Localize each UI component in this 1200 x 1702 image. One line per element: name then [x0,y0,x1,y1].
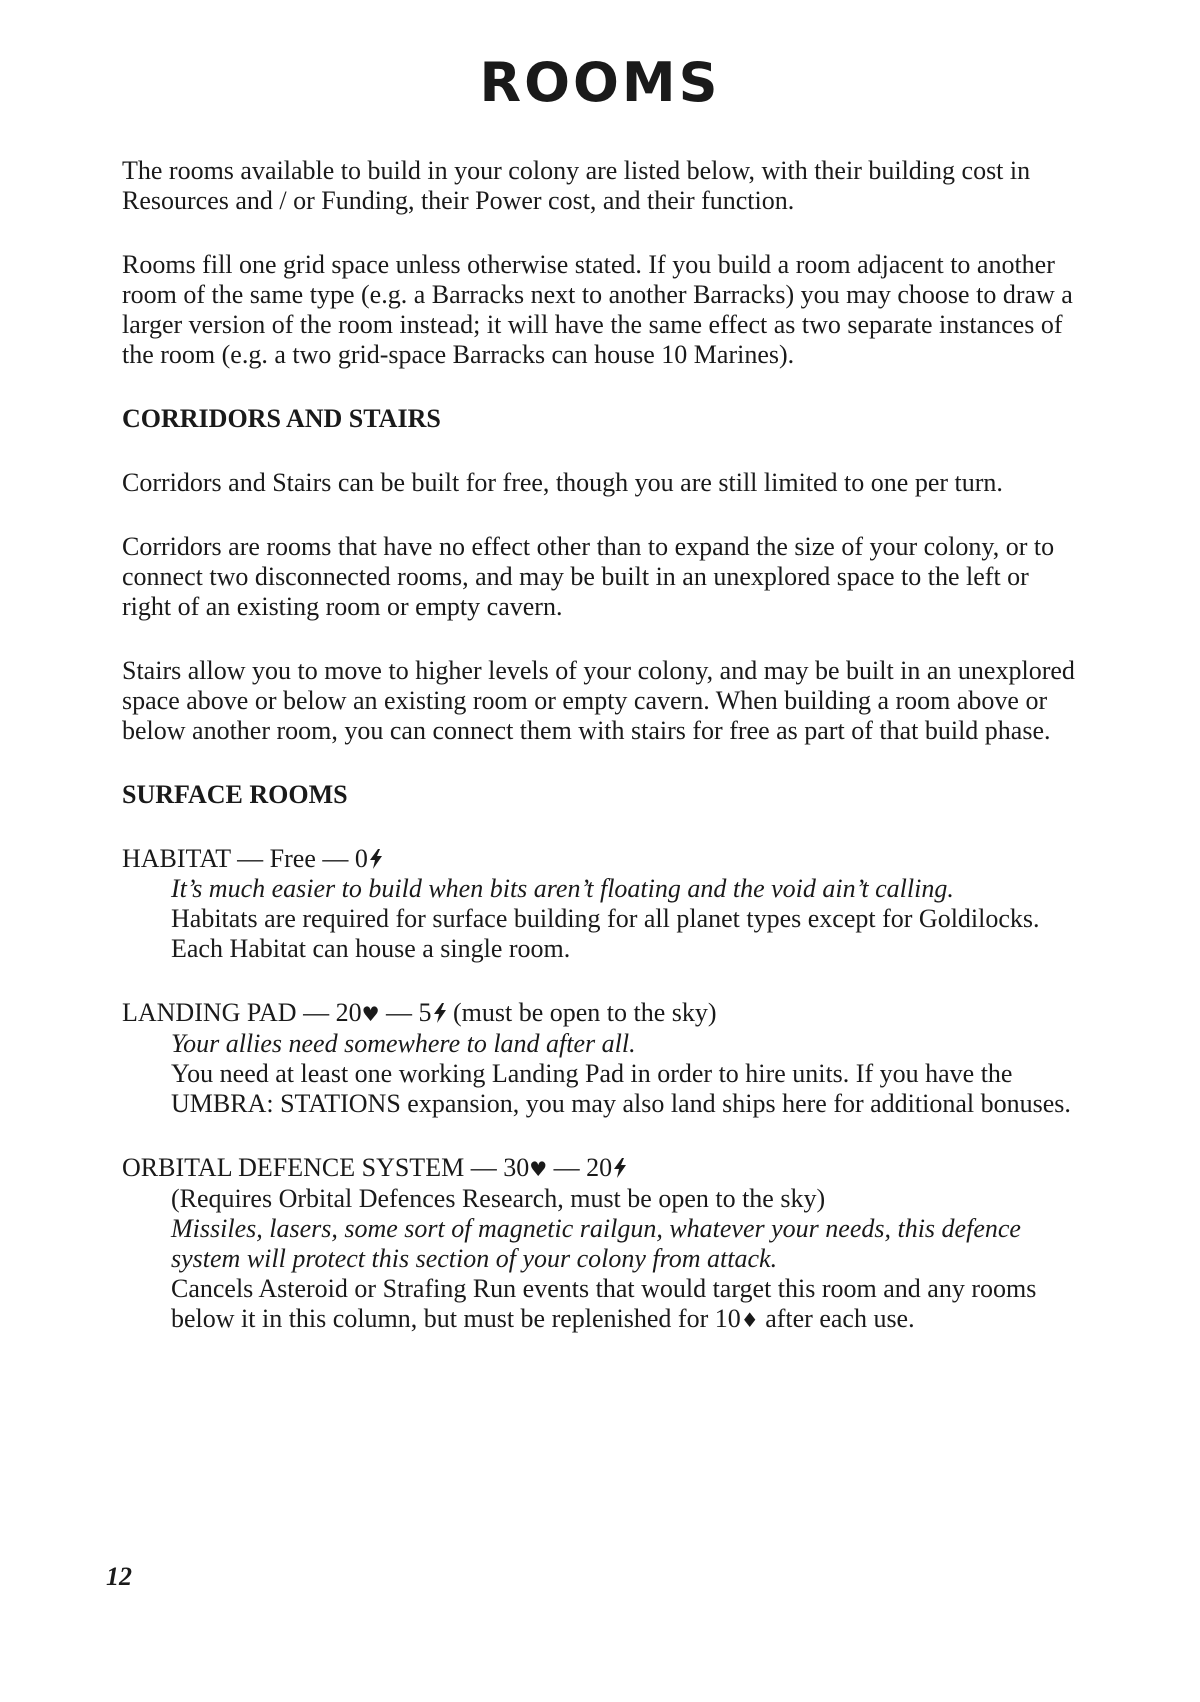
corridors-paragraph-2: Corridors are rooms that have no effect other than to expand the size of your colony, or to connect two disconnected rooms, and may be built in an unexplored space to the left or right of an existing room or empty cavern. [122,532,1055,621]
room-habitat-description: Habitats are required for surface building for all planet types except for Goldilocks. Each Habitat can house a single room. [171,904,1040,963]
power-bolt-icon [433,1003,447,1023]
room-landing-pad-flavor: Your allies need somewhere to land after all. [171,1029,636,1058]
room-orbital-defence-flavor: Missiles, lasers, some sort of magnetic railgun, whatever your needs, this defence system will protect this section of your colony from attack. [171,1214,1021,1273]
separator: — [237,844,264,873]
stairs-paragraph: Stairs allow you to move to higher levels of your colony, and may be built in an unexplored space above or below an existing room or empty cavern. When building a room above or below another room, you can connect them with stairs for free as part of that build phase. [122,656,1075,745]
room-landing-pad-description: You need at least one working Landing Pad in order to hire units. If you have the UMBRA: STATIONS expansion, you may also land ships here for additional bonuses. [171,1059,1071,1118]
room-habitat-header [122,844,1082,874]
corridors-heading: CORRIDORS AND STAIRS [122,404,441,433]
room-orbital-defence [122,1153,1082,1335]
separator: — [553,1153,580,1182]
room-habitat-flavor: It’s much easier to build when bits aren’t floating and the void ain’t calling. [171,874,954,903]
room-landing-pad-note: (must be open to the sky) [453,998,717,1027]
page-number: 12 [106,1562,132,1591]
power-bolt-icon [613,1158,627,1178]
room-orbital-defence-requirement: (Requires Orbital Defences Research, must be open to the sky) [171,1184,826,1213]
separator: — [303,998,330,1027]
heart-icon: ♥ [361,1002,380,1026]
room-orbital-defence-description [171,1274,1082,1335]
surface-rooms-heading: SURFACE ROOMS [122,780,348,809]
room-orbital-defence-power: 20 [586,1153,613,1182]
room-landing-pad-cost: 20 [335,998,362,1027]
page-title: ROOMS [479,51,721,114]
room-landing-pad [122,998,1082,1119]
room-landing-pad-power: 5 [418,998,432,1027]
room-habitat [122,844,1082,964]
page-content [122,156,1082,1369]
heart-icon: ♥ [529,1157,548,1181]
room-landing-pad-header [122,998,1082,1029]
power-bolt-icon [369,849,383,869]
intro-paragraph-1: The rooms available to build in your colony are listed below, with their building cost in Resources and / or Funding, their Power cost, and their function. [122,156,1031,215]
room-habitat-name: HABITAT [122,844,231,873]
room-orbital-defence-name: ORBITAL DEFENCE SYSTEM [122,1153,465,1182]
room-habitat-cost: Free [269,844,316,873]
room-landing-pad-body [171,1029,1082,1119]
room-orbital-defence-description-end: after each use. [758,1304,915,1333]
room-landing-pad-name: LANDING PAD [122,998,297,1027]
room-orbital-defence-description-text: Cancels Asteroid or Strafing Run events that would target this room and any rooms below it in this column, but must be replenished for 10 [171,1274,1037,1333]
separator: — [470,1153,497,1182]
room-orbital-defence-header [122,1153,1082,1184]
room-habitat-power: 0 [354,844,368,873]
room-orbital-defence-cost: 30 [503,1153,530,1182]
room-orbital-defence-body [171,1184,1082,1335]
diamond-icon: ♦ [740,1308,759,1332]
corridors-paragraph-1: Corridors and Stairs can be built for free, though you are still limited to one per turn. [122,468,1003,497]
separator: — [386,998,412,1027]
room-habitat-body [171,874,1082,964]
intro-paragraph-2: Rooms fill one grid space unless otherwise stated. If you build a room adjacent to another room of the same type (e.g. a Barracks next to another Barracks) you may choose to draw a larger version of the room instead; it will have the same effect as two separate instances of the room (e.g. a two grid-space Barracks can house 10 Marines). [122,250,1073,369]
separator: — [322,844,349,873]
